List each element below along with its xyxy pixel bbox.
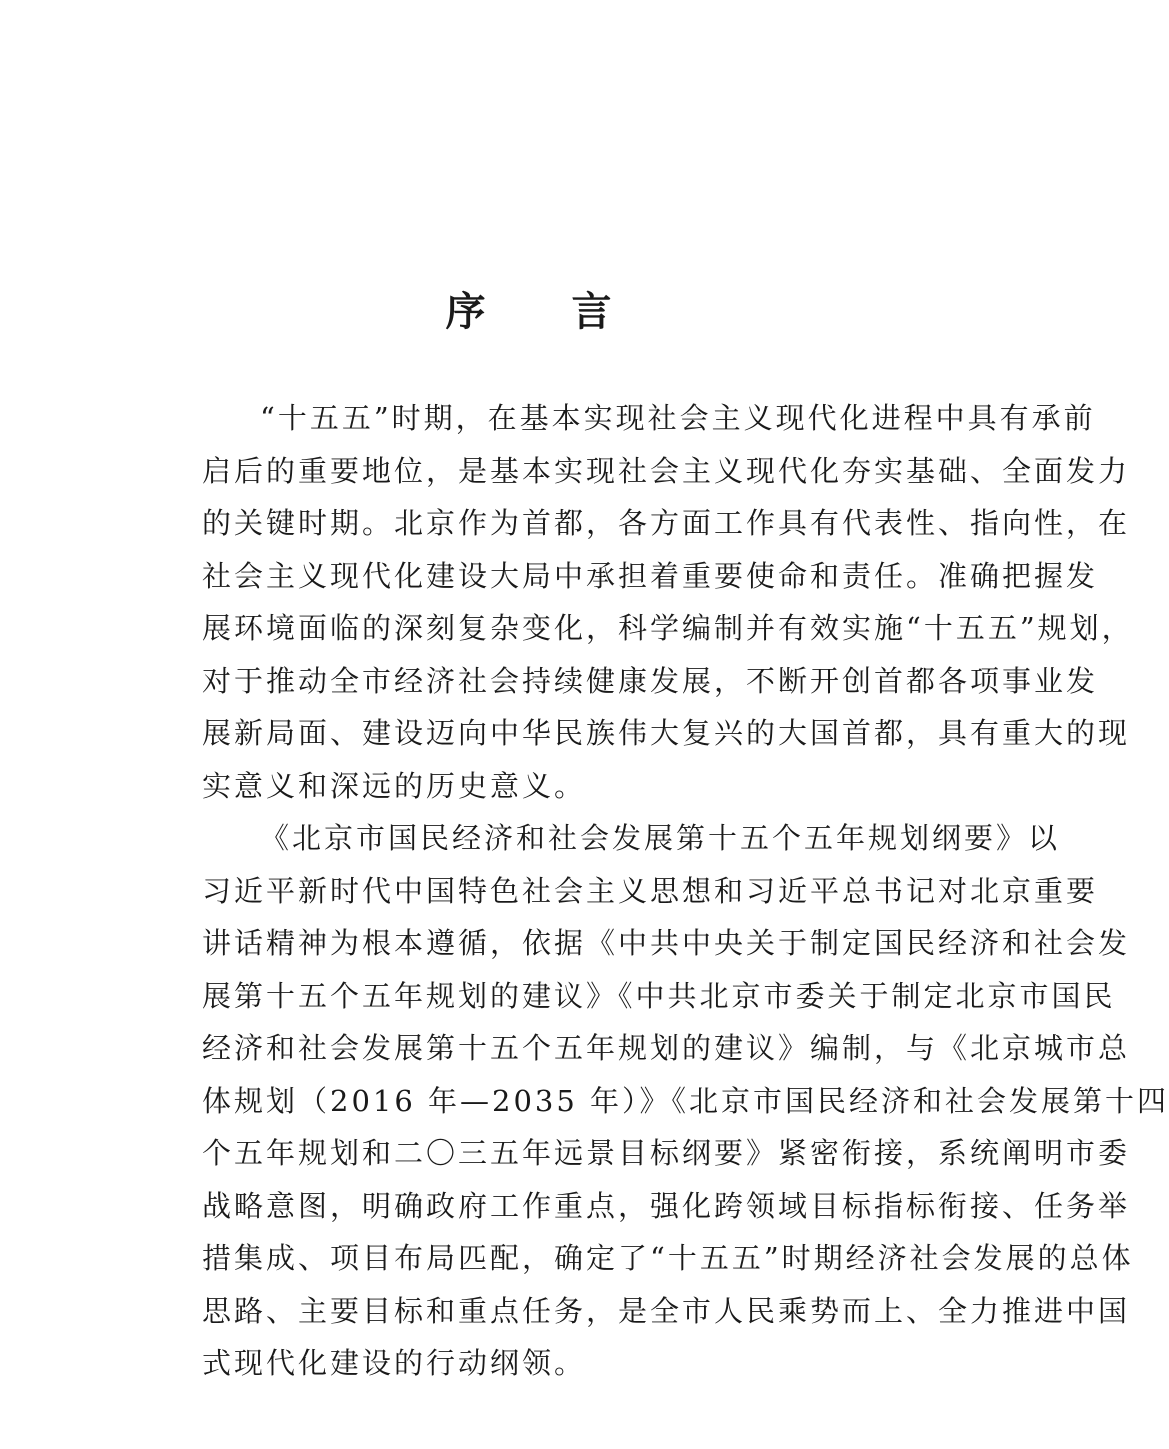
paragraph-line: 展环境面临的深刻复杂变化，科学编制并有效实施“十五五”规划， [202,611,1134,645]
paragraph-line: 《北京市国民经济和社会发展第十五个五年规划纲要》以 [260,821,1061,855]
paragraph-2 [144,812,1169,1390]
paragraph-line: 习近平新时代中国特色社会主义思想和习近平总书记对北京重要 [202,873,1099,908]
paragraph-line: 思路、主要目标和重点任务，是全市人民乘势而上、全力推进中国 [202,1293,1131,1328]
paragraph-line: 式现代化建设的行动纲领。 [202,1346,587,1380]
paragraph-1 [144,392,1134,812]
paragraph-line: 体规划（2016 年—2035 年）》《北京市国民经济和社会发展第十四 [202,1083,1169,1118]
paragraph-line: 展新局面、建设迈向中华民族伟大复兴的大国首都，具有重大的现 [202,716,1131,750]
paragraph-line: 战略意图，明确政府工作重点，强化跨领域目标指标衔接、任务举 [202,1188,1131,1223]
paragraph-line: 社会主义现代化建设大局中承担着重要使命和责任。准确把握发 [202,558,1099,593]
document-body [144,392,1169,1390]
paragraph-line: 对于推动全市经济社会持续健康发展，不断开创首都各项事业发 [202,663,1099,698]
paragraph-line: 措集成、项目布局匹配，确定了“十五五”时期经济社会发展的总体 [202,1241,1134,1275]
paragraph-line: 实意义和深远的历史意义。 [202,768,587,803]
paragraph-line: 启后的重要地位，是基本实现社会主义现代化夯实基础、全面发力 [202,453,1131,488]
paragraph-line: 个五年规划和二〇三五年远景目标纲要》紧密衔接，系统阐明市委 [202,1136,1131,1170]
paragraph-line: 经济和社会发展第十五个五年规划的建议》编制，与《北京城市总 [202,1031,1131,1065]
paragraph-line: 展第十五个五年规划的建议》《中共北京市委关于制定北京市国民 [202,978,1116,1013]
paragraph-line: “十五五”时期，在基本实现社会主义现代化进程中具有承前 [260,401,1096,435]
paragraph-line: 的关键时期。北京作为首都，各方面工作具有代表性、指向性，在 [202,506,1131,540]
page-title: 序 言 [445,288,648,335]
paragraph-line: 讲话精神为根本遵循，依据《中共中央关于制定国民经济和社会发 [202,926,1131,960]
